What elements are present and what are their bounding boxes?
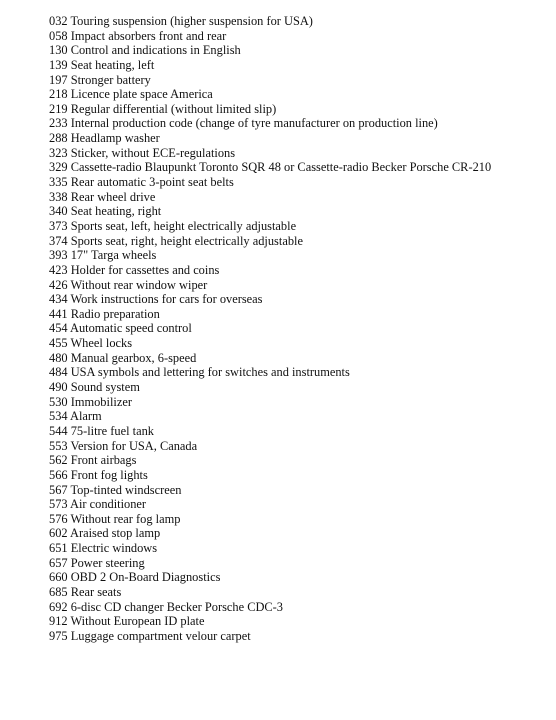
option-description: 75-litre fuel tank	[70, 423, 154, 438]
option-code: 553	[49, 438, 68, 453]
option-row	[49, 336, 491, 351]
option-code: 335	[49, 175, 68, 190]
option-row	[49, 497, 491, 512]
option-description: Electric windows	[70, 541, 158, 556]
option-description: Rear automatic 3-point seat belts	[70, 175, 234, 190]
option-code: 530	[49, 394, 68, 409]
option-row	[49, 248, 491, 263]
option-description: Front fog lights	[70, 467, 148, 482]
option-description: Automatic speed control	[70, 321, 192, 336]
option-code: 218	[49, 87, 68, 102]
option-row	[49, 395, 491, 410]
option-description: Headlamp washer	[70, 131, 160, 146]
option-row	[49, 131, 491, 146]
option-code: 139	[49, 57, 68, 72]
option-row	[49, 263, 491, 278]
option-code: 441	[49, 306, 68, 321]
option-description: Holder for cassettes and coins	[70, 262, 220, 277]
option-description: Power steering	[70, 555, 145, 570]
option-code: 393	[49, 248, 68, 263]
option-description: Work instructions for cars for overseas	[70, 292, 263, 307]
option-description: Immobilizer	[70, 394, 132, 409]
option-row	[49, 453, 491, 468]
option-description: Without European ID plate	[70, 614, 205, 629]
option-row	[49, 629, 491, 644]
option-code: 197	[49, 72, 68, 87]
option-code: 455	[49, 336, 68, 351]
option-description: Without rear window wiper	[70, 277, 208, 292]
option-code: 426	[49, 277, 68, 292]
option-code: 233	[49, 116, 68, 131]
option-row	[49, 468, 491, 483]
option-row	[49, 526, 491, 541]
option-description: Control and indications in English	[70, 43, 241, 58]
option-description: Impact absorbers front and rear	[70, 28, 227, 43]
option-description: Radio preparation	[70, 306, 160, 321]
option-row	[49, 58, 491, 73]
option-row	[49, 219, 491, 234]
option-description: Rear wheel drive	[70, 189, 156, 204]
option-row	[49, 278, 491, 293]
option-code: 340	[49, 204, 68, 219]
option-code: 544	[49, 423, 68, 438]
option-code: 323	[49, 145, 68, 160]
option-code: 423	[49, 262, 68, 277]
option-code: 660	[49, 570, 68, 585]
option-row	[49, 190, 491, 205]
option-description: Without rear fog lamp	[70, 511, 181, 526]
option-row	[49, 102, 491, 117]
option-description: Araised stop lamp	[70, 526, 161, 541]
option-code: 975	[49, 628, 68, 643]
option-code: 338	[49, 189, 68, 204]
option-description: Wheel locks	[70, 336, 133, 351]
option-code: 562	[49, 453, 68, 468]
option-description: USA symbols and lettering for switches and instruments	[70, 365, 350, 380]
option-description: Seat heating, right	[70, 204, 162, 219]
option-code: 566	[49, 467, 68, 482]
option-code: 576	[49, 511, 68, 526]
option-code: 651	[49, 541, 68, 556]
option-row	[49, 204, 491, 219]
option-row	[49, 556, 491, 571]
option-description: Luggage compartment velour carpet	[70, 628, 251, 643]
option-code: 573	[49, 497, 68, 512]
option-code: 374	[49, 233, 68, 248]
option-description: Top-tinted windscreen	[70, 482, 182, 497]
option-code-list	[49, 14, 491, 644]
option-row	[49, 424, 491, 439]
option-description: Front airbags	[70, 453, 137, 468]
option-code: 484	[49, 365, 68, 380]
option-description: Internal production code (change of tyre manufacturer on production line)	[70, 116, 438, 131]
option-row	[49, 292, 491, 307]
option-description: Alarm	[70, 409, 102, 424]
option-row	[49, 14, 491, 29]
option-description: Touring suspension (higher suspension for USA)	[70, 14, 313, 28]
option-code: 454	[49, 321, 68, 336]
option-row	[49, 380, 491, 395]
option-row	[49, 365, 491, 380]
option-description: Sound system	[70, 380, 140, 395]
option-row	[49, 614, 491, 629]
option-description: Cassette-radio Blaupunkt Toronto SQR 48 or Cassette-radio Becker Porsche CR-210	[70, 160, 492, 175]
option-row	[49, 87, 491, 102]
option-code: 288	[49, 131, 68, 146]
option-code: 480	[49, 350, 68, 365]
option-description: Licence plate space America	[70, 87, 213, 102]
option-code: 657	[49, 555, 68, 570]
option-code: 912	[49, 614, 68, 629]
option-description: Rear seats	[70, 584, 122, 599]
option-code: 567	[49, 482, 68, 497]
option-description: 17" Targa wheels	[70, 248, 157, 263]
option-description: Manual gearbox, 6-speed	[70, 350, 197, 365]
option-row	[49, 234, 491, 249]
option-row	[49, 73, 491, 88]
option-code: 373	[49, 218, 68, 233]
option-code: 602	[49, 526, 68, 541]
option-row	[49, 600, 491, 615]
option-row	[49, 541, 491, 556]
option-description: OBD 2 On-Board Diagnostics	[70, 570, 221, 585]
option-code: 534	[49, 409, 68, 424]
option-description: Regular differential (without limited slip)	[70, 101, 277, 116]
option-row	[49, 146, 491, 161]
option-row	[49, 570, 491, 585]
option-row	[49, 321, 491, 336]
option-description: Sports seat, right, height electrically adjustable	[70, 233, 303, 248]
option-code: 685	[49, 584, 68, 599]
option-code: 058	[49, 28, 68, 43]
option-row	[49, 512, 491, 527]
option-row	[49, 409, 491, 424]
option-code: 130	[49, 43, 68, 58]
option-code: 329	[49, 160, 68, 175]
option-row	[49, 116, 491, 131]
option-description: Sports seat, left, height electrically adjustable	[70, 218, 297, 233]
option-description: Sticker, without ECE-regulations	[70, 145, 236, 160]
option-row	[49, 43, 491, 58]
option-row	[49, 483, 491, 498]
option-row	[49, 585, 491, 600]
option-code: 032	[49, 14, 68, 28]
option-description: Version for USA, Canada	[70, 438, 198, 453]
option-row	[49, 351, 491, 366]
option-code: 219	[49, 101, 68, 116]
option-row	[49, 29, 491, 44]
option-description: Air conditioner	[70, 497, 147, 512]
option-code: 692	[49, 599, 68, 614]
option-code: 490	[49, 380, 68, 395]
option-row	[49, 307, 491, 322]
option-row	[49, 160, 491, 175]
option-description: Seat heating, left	[70, 57, 155, 72]
option-row	[49, 175, 491, 190]
option-row	[49, 439, 491, 454]
option-description: Stronger battery	[70, 72, 151, 87]
option-code: 434	[49, 292, 68, 307]
option-description: 6-disc CD changer Becker Porsche CDC-3	[70, 599, 284, 614]
